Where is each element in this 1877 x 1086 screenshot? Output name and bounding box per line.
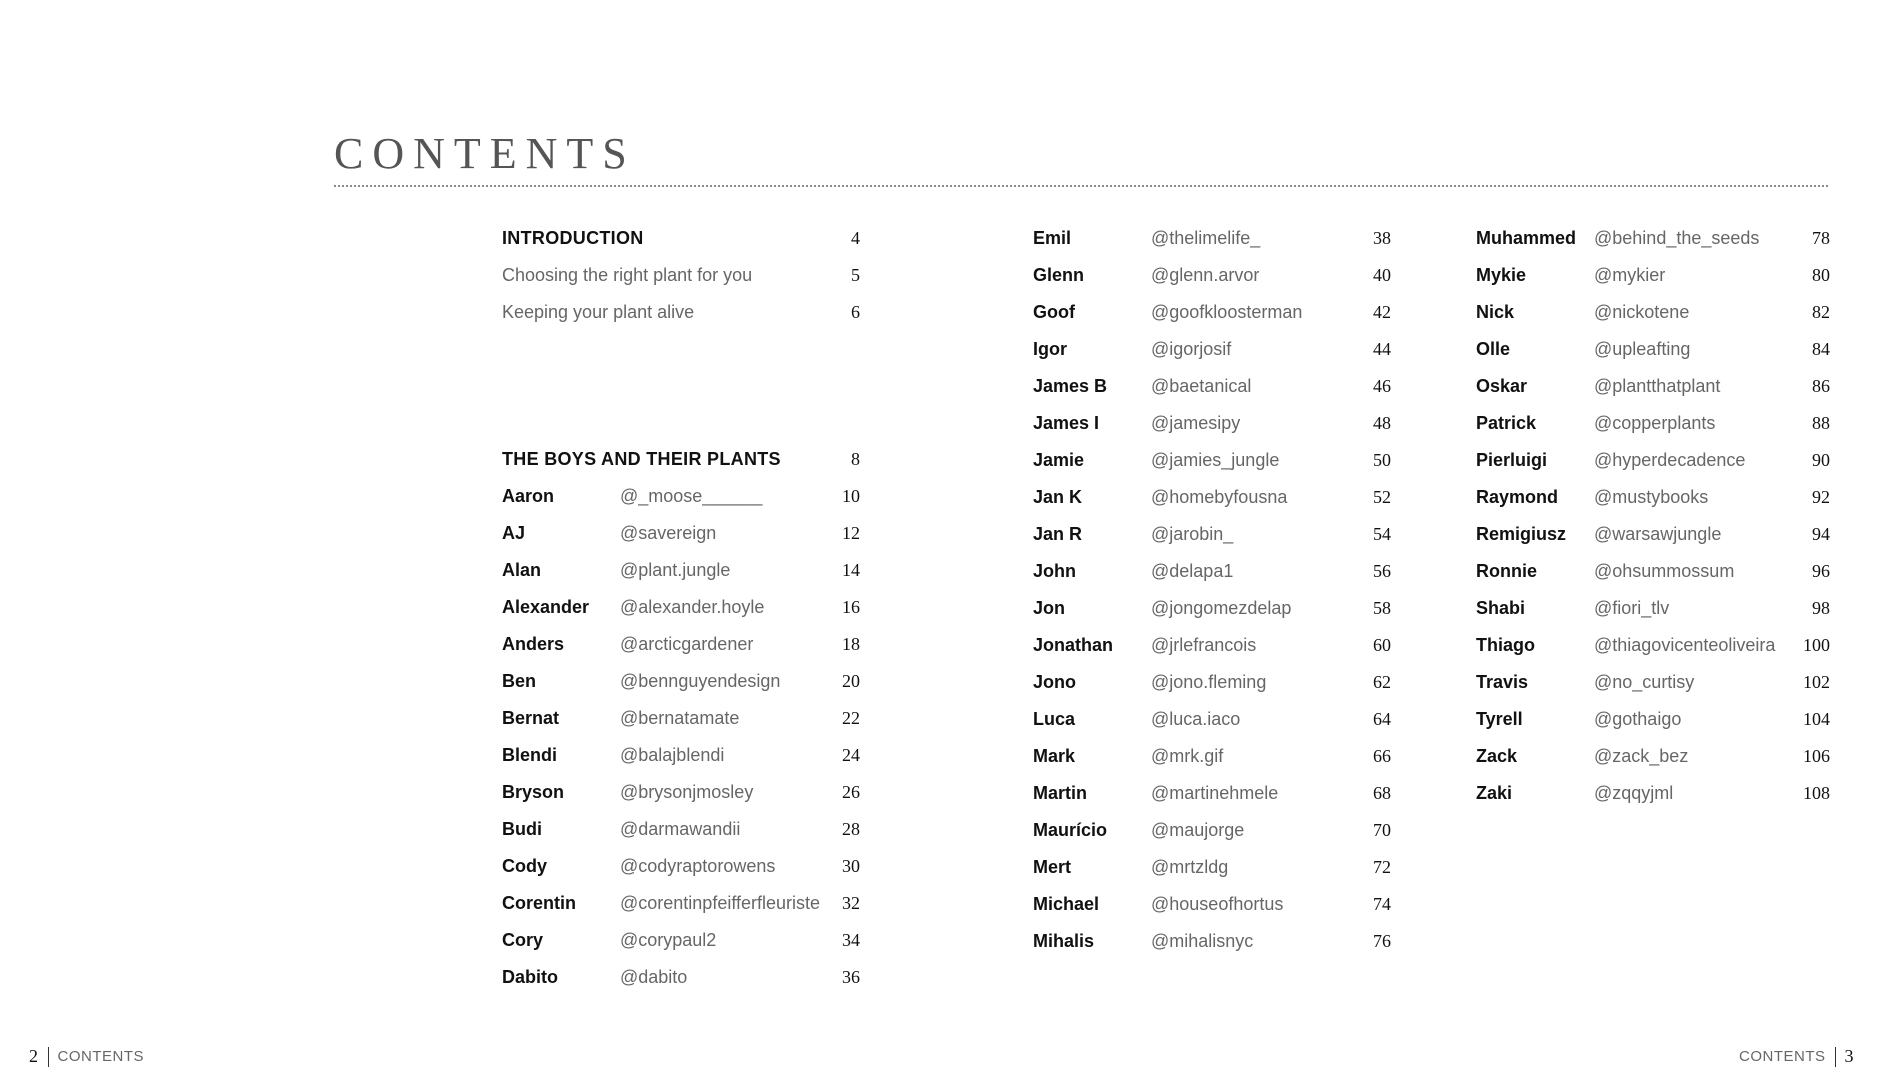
- toc-entry[interactable]: [502, 856, 860, 886]
- toc-entry[interactable]: [1476, 450, 1830, 480]
- entry-handle: @behind_the_seeds: [1594, 228, 1760, 248]
- entry-handle: @maujorge: [1151, 820, 1245, 840]
- entry-name: Tyrell: [1476, 709, 1523, 729]
- entry-name: Jonathan: [1033, 635, 1114, 655]
- entry-handle: @thiagovicenteoliveira: [1594, 635, 1776, 655]
- entry-name: Igor: [1033, 339, 1067, 359]
- entry-name: James I: [1033, 413, 1100, 433]
- page-number: 14: [842, 560, 860, 580]
- toc-entry[interactable]: [1476, 265, 1830, 295]
- entry-name: Zack: [1476, 746, 1518, 766]
- toc-entry[interactable]: [1476, 561, 1830, 591]
- page-number: 52: [1373, 487, 1391, 507]
- toc-entry[interactable]: [1476, 413, 1830, 443]
- toc-entry[interactable]: [1033, 339, 1391, 369]
- entry-handle: @baetanical: [1151, 376, 1252, 396]
- section-heading: INTRODUCTION: [502, 228, 644, 248]
- entry-name: Michael: [1033, 894, 1100, 914]
- toc-entry[interactable]: [502, 634, 860, 664]
- toc-entry[interactable]: [1033, 302, 1391, 332]
- entry-handle: @savereign: [620, 523, 717, 543]
- entry-name: Mert: [1033, 857, 1072, 877]
- entry-name: Travis: [1476, 672, 1529, 692]
- entry-name: Olle: [1476, 339, 1511, 359]
- toc-intro-item[interactable]: [502, 265, 860, 295]
- page-number: 100: [1803, 635, 1830, 655]
- page-number: 54: [1373, 524, 1391, 544]
- toc-intro-heading[interactable]: [502, 228, 860, 258]
- toc-column-1: [502, 228, 860, 1028]
- page-number: 24: [842, 745, 860, 765]
- entry-handle: @thelimelife_: [1151, 228, 1261, 248]
- page-number: 38: [1373, 228, 1391, 248]
- toc-entry[interactable]: [1476, 302, 1830, 332]
- entry-handle: @ohsummossum: [1594, 561, 1735, 581]
- footer-page-number: 3: [1844, 1046, 1854, 1066]
- entry-name: Mark: [1033, 746, 1076, 766]
- toc-entry[interactable]: [1033, 450, 1391, 480]
- toc-entry[interactable]: [502, 819, 860, 849]
- entry-handle: @jongomezdelap: [1151, 598, 1292, 618]
- toc-entry[interactable]: [1033, 672, 1391, 702]
- entry-handle: @arcticgardener: [620, 634, 754, 654]
- toc-column-2: [1033, 228, 1391, 988]
- toc-entry[interactable]: [502, 560, 860, 590]
- entry-name: Luca: [1033, 709, 1076, 729]
- entry-name: Jan K: [1033, 487, 1083, 507]
- page-number: 76: [1373, 931, 1391, 951]
- entry-handle: @houseofhortus: [1151, 894, 1284, 914]
- entry-name: Jamie: [1033, 450, 1085, 470]
- entry-name: Jan R: [1033, 524, 1083, 544]
- entry-handle: @nickotene: [1594, 302, 1690, 322]
- entry-handle: @delapa1: [1151, 561, 1234, 581]
- entry-name: Shabi: [1476, 598, 1526, 618]
- entry-name: Emil: [1033, 228, 1072, 248]
- page-number: 32: [842, 893, 860, 913]
- entry-name: Jono: [1033, 672, 1076, 692]
- entry-name: Martin: [1033, 783, 1087, 803]
- toc-entry[interactable]: [1033, 598, 1391, 628]
- entry-handle: @corypaul2: [620, 930, 717, 950]
- section-heading: THE BOYS AND THEIR PLANTS: [502, 449, 781, 469]
- entry-handle: @glenn.arvor: [1151, 265, 1260, 285]
- entry-label: Choosing the right plant for you: [502, 265, 753, 285]
- page-number: 8: [851, 449, 860, 469]
- toc-column-3: [1476, 228, 1830, 848]
- page-number: 68: [1373, 783, 1391, 803]
- toc-entry[interactable]: [1033, 265, 1391, 295]
- toc-entry[interactable]: [502, 745, 860, 775]
- entry-handle: @goofkloosterman: [1151, 302, 1303, 322]
- entry-handle: @mustybooks: [1594, 487, 1709, 507]
- page-number: 82: [1812, 302, 1830, 322]
- entry-name: Maurício: [1033, 820, 1108, 840]
- toc-entry[interactable]: [502, 523, 860, 553]
- toc-entry[interactable]: [502, 967, 860, 997]
- entry-name: Nick: [1476, 302, 1515, 322]
- entry-handle: @plant.jungle: [620, 560, 731, 580]
- entry-handle: @mrk.gif: [1151, 746, 1224, 766]
- entry-handle: @warsawjungle: [1594, 524, 1722, 544]
- page-number: 22: [842, 708, 860, 728]
- footer-divider: [48, 1047, 49, 1067]
- entry-handle: @balajblendi: [620, 745, 725, 765]
- entry-handle: @jamies_jungle: [1151, 450, 1280, 470]
- toc-entry[interactable]: [1033, 413, 1391, 443]
- entry-label: Keeping your plant alive: [502, 302, 695, 322]
- entry-handle: @bennguyendesign: [620, 671, 781, 691]
- page-number: 108: [1803, 783, 1830, 803]
- entry-handle: @upleafting: [1594, 339, 1691, 359]
- toc-entry[interactable]: [1476, 228, 1830, 258]
- entry-handle: @jono.fleming: [1151, 672, 1267, 692]
- toc-entry[interactable]: [1476, 746, 1830, 776]
- page-number: 96: [1812, 561, 1830, 581]
- entry-handle: @homebyfousna: [1151, 487, 1288, 507]
- toc-entry[interactable]: [502, 708, 860, 738]
- entry-name: Zaki: [1476, 783, 1513, 803]
- entry-name: Goof: [1033, 302, 1075, 322]
- entry-name: Remigiusz: [1476, 524, 1567, 544]
- entry-name: Patrick: [1476, 413, 1537, 433]
- page-number: 64: [1373, 709, 1391, 729]
- entry-handle: @codyraptorowens: [620, 856, 776, 876]
- page-number: 16: [842, 597, 860, 617]
- page-number: 92: [1812, 487, 1830, 507]
- page-number: 80: [1812, 265, 1830, 285]
- entry-name: Alan: [502, 560, 542, 580]
- entry-handle: @darmawandii: [620, 819, 741, 839]
- toc-entry[interactable]: [502, 782, 860, 812]
- toc-entry[interactable]: [1033, 228, 1391, 258]
- entry-handle: @igorjosif: [1151, 339, 1232, 359]
- entry-handle: @jamesipy: [1151, 413, 1241, 433]
- entry-handle: @martinehmele: [1151, 783, 1279, 803]
- page-number: 84: [1812, 339, 1830, 359]
- page-number: 74: [1373, 894, 1391, 914]
- page-number: 102: [1803, 672, 1830, 692]
- entry-name: Muhammed: [1476, 228, 1577, 248]
- page-number: 40: [1373, 265, 1391, 285]
- page-title: CONTENTS: [334, 129, 636, 178]
- page-number: 62: [1373, 672, 1391, 692]
- entry-handle: @corentinpfeifferfleuriste: [620, 893, 821, 913]
- entry-name: Oskar: [1476, 376, 1528, 396]
- toc-entry[interactable]: [1033, 857, 1391, 887]
- entry-handle: @jarobin_: [1151, 524, 1234, 544]
- entry-handle: @mihalisnyc: [1151, 931, 1254, 951]
- page-number: 44: [1373, 339, 1391, 359]
- entry-handle: @zack_bez: [1594, 746, 1689, 766]
- entry-name: Cory: [502, 930, 544, 950]
- entry-name: Raymond: [1476, 487, 1559, 507]
- page-number: 90: [1812, 450, 1830, 470]
- entry-name: Cody: [502, 856, 547, 876]
- page-number: 46: [1373, 376, 1391, 396]
- page-number: 36: [842, 967, 860, 987]
- entry-name: Bernat: [502, 708, 560, 728]
- page-number: 28: [842, 819, 860, 839]
- page-number: 72: [1373, 857, 1391, 877]
- footer-right: [1739, 1046, 1854, 1067]
- footer-label: CONTENTS: [1739, 1048, 1826, 1065]
- entry-name: Aaron: [502, 486, 555, 506]
- page-number: 94: [1812, 524, 1830, 544]
- entry-name: Jon: [1033, 598, 1066, 618]
- toc-entry[interactable]: [1033, 487, 1391, 517]
- entry-name: Alexander: [502, 597, 590, 617]
- page-number: 58: [1373, 598, 1391, 618]
- entry-handle: @copperplants: [1594, 413, 1716, 433]
- entry-name: Mykie: [1476, 265, 1527, 285]
- toc-entry[interactable]: [1033, 709, 1391, 739]
- toc-entry[interactable]: [502, 930, 860, 960]
- toc-entry[interactable]: [1033, 820, 1391, 850]
- entry-handle: @mykier: [1594, 265, 1666, 285]
- entry-name: Ronnie: [1476, 561, 1537, 581]
- entry-name: Thiago: [1476, 635, 1535, 655]
- entry-name: John: [1033, 561, 1076, 581]
- toc-entry[interactable]: [1033, 783, 1391, 813]
- toc-entry[interactable]: [1033, 376, 1391, 406]
- entry-handle: @luca.iaco: [1151, 709, 1241, 729]
- entry-handle: @hyperdecadence: [1594, 450, 1746, 470]
- page-number: 86: [1812, 376, 1830, 396]
- entry-handle: @jrlefrancois: [1151, 635, 1257, 655]
- footer-label: CONTENTS: [57, 1048, 144, 1065]
- page-number: 5: [851, 265, 860, 285]
- entry-name: AJ: [502, 523, 526, 543]
- entry-name: Bryson: [502, 782, 565, 802]
- page-number: 48: [1373, 413, 1391, 433]
- entry-handle: @zqqyjml: [1594, 783, 1674, 803]
- page-number: 56: [1373, 561, 1391, 581]
- entry-name: Anders: [502, 634, 565, 654]
- entry-handle: @mrtzldg: [1151, 857, 1229, 877]
- toc-entry[interactable]: [502, 597, 860, 627]
- page-number: 104: [1803, 709, 1830, 729]
- toc-entry[interactable]: [1033, 931, 1391, 961]
- toc-entry[interactable]: [1476, 709, 1830, 739]
- page-number: 42: [1373, 302, 1391, 322]
- page-number: 98: [1812, 598, 1830, 618]
- entry-name: Glenn: [1033, 265, 1085, 285]
- page-number: 10: [842, 486, 860, 506]
- page-number: 34: [842, 930, 860, 950]
- entry-name: Mihalis: [1033, 931, 1095, 951]
- entry-name: Ben: [502, 671, 537, 691]
- page-number: 60: [1373, 635, 1391, 655]
- footer-left: [29, 1046, 144, 1067]
- page-number: 66: [1373, 746, 1391, 766]
- footer-divider: [1835, 1047, 1836, 1067]
- entry-name: James B: [1033, 376, 1108, 396]
- toc-boys-heading[interactable]: [502, 449, 860, 479]
- entry-handle: @gothaigo: [1594, 709, 1682, 729]
- entry-handle: @bernatamate: [620, 708, 740, 728]
- toc-entry[interactable]: [1033, 561, 1391, 591]
- toc-entry[interactable]: [1033, 746, 1391, 776]
- page-number: 4: [851, 228, 860, 248]
- page-number: 30: [842, 856, 860, 876]
- entry-handle: @no_curtisy: [1594, 672, 1695, 692]
- entry-name: Blendi: [502, 745, 558, 765]
- toc-entry[interactable]: [1033, 524, 1391, 554]
- entry-name: Corentin: [502, 893, 576, 913]
- entry-name: Budi: [502, 819, 542, 839]
- toc-entry[interactable]: [1476, 598, 1830, 628]
- toc-entry[interactable]: [1033, 894, 1391, 924]
- page-number: 50: [1373, 450, 1391, 470]
- entry-handle: @alexander.hoyle: [620, 597, 765, 617]
- title-divider: [334, 185, 1828, 187]
- page-number: 6: [851, 302, 860, 322]
- entry-handle: @plantthatplant: [1594, 376, 1721, 396]
- footer-page-number: 2: [29, 1046, 39, 1066]
- toc-intro-item[interactable]: [502, 302, 860, 332]
- entry-name: Dabito: [502, 967, 558, 987]
- toc-entry[interactable]: [1476, 376, 1830, 406]
- toc-entry[interactable]: [502, 486, 860, 516]
- page-number: 78: [1812, 228, 1830, 248]
- entry-handle: @fiori_tlv: [1594, 598, 1670, 618]
- toc-entry[interactable]: [1033, 635, 1391, 665]
- toc-entry[interactable]: [1476, 672, 1830, 702]
- toc-entry[interactable]: [1476, 487, 1830, 517]
- page-number: 106: [1803, 746, 1830, 766]
- page-number: 18: [842, 634, 860, 654]
- entry-handle: @dabito: [620, 967, 688, 987]
- entry-handle: @brysonjmosley: [620, 782, 754, 802]
- toc-entry[interactable]: [1476, 339, 1830, 369]
- entry-name: Pierluigi: [1476, 450, 1548, 470]
- toc-entry[interactable]: [502, 893, 860, 923]
- page-number: 26: [842, 782, 860, 802]
- page-number: 20: [842, 671, 860, 691]
- entry-handle: @_moose______: [620, 486, 763, 506]
- toc-entry[interactable]: [1476, 635, 1830, 665]
- page-number: 88: [1812, 413, 1830, 433]
- toc-entry[interactable]: [502, 671, 860, 701]
- toc-entry[interactable]: [1476, 783, 1830, 813]
- page-number: 12: [842, 523, 860, 543]
- toc-entry[interactable]: [1476, 524, 1830, 554]
- page-number: 70: [1373, 820, 1391, 840]
